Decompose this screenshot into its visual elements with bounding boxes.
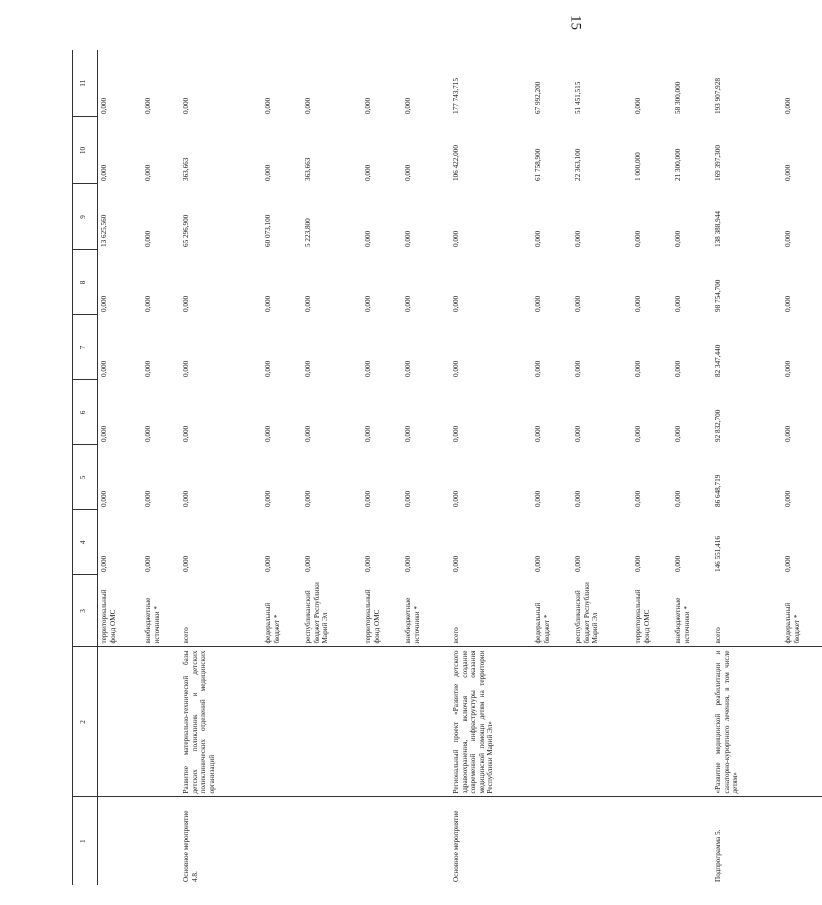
source-cell: республиканский бюджет Республики Марий Эл [304,582,330,644]
value-cell: 0,000 [304,97,313,114]
table-row [632,50,672,885]
value-cell: 0,000 [100,97,109,114]
source-cell: внебюджетные источники * [404,597,421,644]
value-cell: 0,000 [452,360,461,377]
value-cell: 0,000 [144,555,153,572]
value-cell: 0,000 [144,360,153,377]
value-cell: 0,000 [304,490,313,507]
value-cell: 0,000 [264,97,273,114]
description-cell [572,647,632,797]
header-cell: 9 [73,184,98,250]
value-cell: 0,000 [534,360,543,377]
value-cell: 0,000 [452,555,461,572]
value-cell: 0,000 [784,295,793,312]
value-cell: 0,000 [264,425,273,442]
value-cell: 0,000 [182,295,191,312]
value-cell: 0,000 [404,230,413,247]
page-number: 15 [567,15,584,30]
value-cell: 0,000 [304,555,313,572]
value-cell: 82 347,440 [714,344,723,377]
value-cell: 0,000 [182,555,191,572]
source-cell: внебюджетные источники * [144,597,161,644]
program-cell: Подпрограмма 5. [712,797,782,885]
value-cell: 67 992,200 [534,81,543,114]
value-cell: 0,000 [304,360,313,377]
value-cell: 0,000 [364,97,373,114]
value-cell: 0,000 [182,490,191,507]
value-cell: 0,000 [364,490,373,507]
value-cell: 363,663 [182,157,191,181]
value-cell: 0,000 [364,360,373,377]
value-cell: 98 754,700 [714,279,723,312]
value-cell: 0,000 [674,425,683,442]
value-cell: 0,000 [784,164,793,181]
value-cell: 0,000 [634,230,643,247]
value-cell: 0,000 [574,230,583,247]
description-cell [532,647,572,797]
value-cell: 21 300,000 [674,148,683,181]
value-cell: 106 422,000 [452,145,461,181]
source-cell: всего [452,627,461,644]
value-cell: 0,000 [100,490,109,507]
value-cell: 0,000 [304,295,313,312]
value-cell: 0,000 [574,360,583,377]
table-body [98,50,822,885]
table-row [302,50,362,885]
source-cell: внебюджетные источники * [674,597,691,644]
value-cell: 0,000 [144,425,153,442]
program-cell [98,797,143,885]
value-cell: 0,000 [404,295,413,312]
value-cell: 0,000 [364,295,373,312]
source-cell: территориальный фонд ОМС [364,589,381,644]
funding-table [72,50,822,885]
header-cell: 11 [73,50,98,117]
value-cell: 0,000 [144,97,153,114]
value-cell: 0,000 [634,490,643,507]
header-cell: 4 [73,510,98,575]
table-row [712,50,782,885]
value-cell: 65 296,900 [182,214,191,247]
value-cell: 0,000 [674,360,683,377]
value-cell: 169 397,300 [714,145,723,181]
header-cell: 3 [73,575,98,647]
rotated-table-container [72,50,801,885]
value-cell: 138 388,944 [714,211,723,247]
table-row [532,50,572,885]
value-cell: 0,000 [674,555,683,572]
value-cell: 0,000 [674,490,683,507]
value-cell: 86 648,719 [714,474,723,507]
description-cell [402,647,450,797]
value-cell: 0,000 [100,555,109,572]
value-cell: 0,000 [574,425,583,442]
value-cell: 0,000 [364,555,373,572]
value-cell: 0,000 [100,295,109,312]
value-cell: 0,000 [674,295,683,312]
header-cell: 7 [73,315,98,380]
value-cell: 0,000 [404,425,413,442]
value-cell: 0,000 [674,230,683,247]
value-cell: 0,000 [574,555,583,572]
value-cell: 0,000 [534,230,543,247]
value-cell: 0,000 [100,164,109,181]
value-cell: 0,000 [304,425,313,442]
table-row [450,50,532,885]
value-cell: 0,000 [264,555,273,572]
program-cell [532,797,572,885]
description-cell: Региональный проект «Развитие детского здравоохранения, включая создание современной инфраструктуры оказания медицинской помощи детям на территории Республики Марий Эл» [450,647,532,797]
value-cell: 193 907,928 [714,78,723,114]
value-cell: 0,000 [364,164,373,181]
value-cell: 0,000 [784,490,793,507]
value-cell: 0,000 [264,360,273,377]
source-cell: территориальный фонд ОМС [634,589,651,644]
program-cell: Основное мероприятие [450,797,532,885]
header-cell: 10 [73,117,98,184]
value-cell: 22 363,100 [574,148,583,181]
value-cell: 58 300,000 [674,81,683,114]
table-row [782,50,822,885]
source-cell: федеральный бюджет * [534,602,551,644]
program-cell [782,797,822,885]
value-cell: 0,000 [404,97,413,114]
program-cell [262,797,302,885]
table-row [402,50,450,885]
program-cell: Основное мероприятие 4.8. [180,797,262,885]
value-cell: 61 758,900 [534,148,543,181]
value-cell: 0,000 [534,555,543,572]
table-row [362,50,402,885]
value-cell: 0,000 [452,425,461,442]
value-cell: 0,000 [144,230,153,247]
value-cell: 0,000 [634,295,643,312]
program-cell [362,797,402,885]
source-cell: всего [714,627,723,644]
table-row [262,50,302,885]
source-cell: федеральный бюджет * [264,602,281,644]
value-cell: 0,000 [264,295,273,312]
value-cell: 0,000 [452,295,461,312]
value-cell: 0,000 [452,490,461,507]
value-cell: 0,000 [100,425,109,442]
program-cell [142,797,180,885]
value-cell: 0,000 [404,164,413,181]
value-cell: 0,000 [534,490,543,507]
value-cell: 0,000 [784,97,793,114]
table-row [180,50,262,885]
value-cell: 0,000 [404,360,413,377]
value-cell: 0,000 [452,230,461,247]
header-cell: 1 [73,797,98,885]
description-cell: Развитие материально-технической базы детских поликлиник и детских поликлинических отделений медицинских организаций [180,647,262,797]
header-cell: 8 [73,250,98,315]
table-row [98,50,143,885]
description-cell [142,647,180,797]
description-cell [262,647,302,797]
program-cell [402,797,450,885]
header-row [73,50,98,885]
table-row [672,50,712,885]
header-cell: 2 [73,647,98,797]
value-cell: 0,000 [534,425,543,442]
header-cell: 5 [73,445,98,510]
value-cell: 0,000 [634,360,643,377]
value-cell: 60 073,100 [264,214,273,247]
value-cell: 51 451,515 [574,81,583,114]
value-cell: 0,000 [634,425,643,442]
description-cell [98,647,143,797]
value-cell: 0,000 [784,555,793,572]
source-cell: территориальный фонд ОМС [100,589,117,644]
value-cell: 0,000 [784,425,793,442]
value-cell: 0,000 [264,164,273,181]
value-cell: 0,000 [182,360,191,377]
value-cell: 0,000 [144,490,153,507]
value-cell: 146 551,416 [714,536,723,572]
value-cell: 0,000 [574,490,583,507]
description-cell [302,647,362,797]
value-cell: 0,000 [404,490,413,507]
value-cell: 0,000 [404,555,413,572]
value-cell: 0,000 [182,425,191,442]
value-cell: 0,000 [784,230,793,247]
value-cell: 13 625,560 [100,214,109,247]
value-cell: 0,000 [364,230,373,247]
value-cell: 0,000 [264,490,273,507]
program-cell [572,797,632,885]
description-cell [672,647,712,797]
table-row [142,50,180,885]
value-cell: 0,000 [144,295,153,312]
program-cell [672,797,712,885]
value-cell: 0,000 [574,295,583,312]
value-cell: 0,000 [634,555,643,572]
value-cell: 0,000 [634,97,643,114]
value-cell: 0,000 [364,425,373,442]
description-cell [782,647,822,797]
value-cell: 177 743,715 [452,78,461,114]
source-cell: республиканский бюджет Республики Марий Эл [574,582,600,644]
description-cell [362,647,402,797]
value-cell: 92 832,700 [714,409,723,442]
header-cell: 6 [73,380,98,445]
value-cell: 0,000 [534,295,543,312]
table-row [572,50,632,885]
program-cell [632,797,672,885]
description-cell: «Развитие медицинской реабилитации и санаторно-курортного лечения, в том числе детям» [712,647,782,797]
value-cell: 1 000,000 [634,152,643,181]
description-cell [632,647,672,797]
value-cell: 0,000 [100,360,109,377]
source-cell: федеральный бюджет * [784,602,801,644]
value-cell: 5 223,800 [304,218,313,247]
value-cell: 0,000 [182,97,191,114]
value-cell: 0,000 [784,360,793,377]
value-cell: 0,000 [144,164,153,181]
source-cell: всего [182,627,191,644]
value-cell: 363,663 [304,157,313,181]
program-cell [302,797,362,885]
